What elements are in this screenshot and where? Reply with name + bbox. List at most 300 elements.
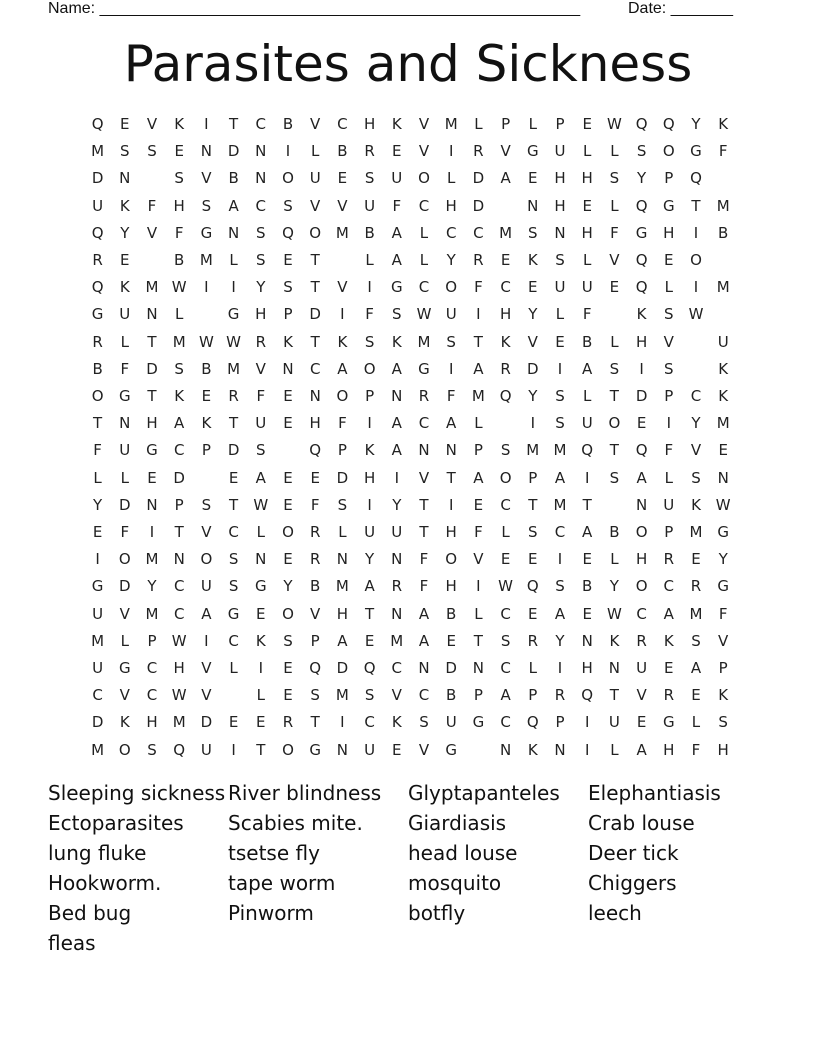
grid-letter[interactable]: I	[204, 631, 209, 650]
grid-letter[interactable]: Q	[282, 223, 294, 242]
grid-letter[interactable]: L	[256, 686, 265, 705]
grid-letter[interactable]: O	[282, 604, 294, 623]
grid-letter[interactable]: T	[310, 278, 320, 297]
grid-letter[interactable]: E	[283, 550, 293, 569]
grid-letter[interactable]: A	[690, 659, 702, 677]
grid-letter[interactable]: S	[120, 142, 130, 161]
grid-letter[interactable]: K	[391, 713, 402, 732]
grid-letter[interactable]: M	[526, 441, 540, 460]
grid-letter[interactable]: I	[204, 278, 209, 297]
grid-letter[interactable]: K	[119, 196, 130, 215]
grid-letter[interactable]: E	[582, 115, 592, 133]
grid-letter[interactable]: I	[285, 142, 291, 161]
grid-letter[interactable]: E	[283, 659, 293, 677]
grid-letter[interactable]: U	[200, 577, 212, 596]
grid-letter[interactable]: Y	[528, 387, 538, 405]
grid-letter[interactable]: I	[557, 359, 563, 378]
grid-letter[interactable]: V	[473, 550, 484, 569]
grid-letter[interactable]: F	[147, 196, 157, 215]
grid-letter[interactable]: N	[554, 223, 566, 242]
grid-letter[interactable]: N	[554, 740, 566, 759]
grid-letter[interactable]: Y	[637, 169, 647, 188]
grid-letter[interactable]: A	[391, 414, 402, 433]
grid-letter[interactable]: K	[500, 332, 511, 351]
grid-letter[interactable]: A	[418, 631, 430, 650]
grid-letter[interactable]: G	[526, 142, 539, 161]
grid-letter[interactable]: N	[635, 495, 648, 514]
grid-letter[interactable]: P	[664, 387, 674, 405]
grid-letter[interactable]: P	[501, 115, 511, 133]
grid-letter[interactable]: L	[175, 305, 184, 324]
grid-letter[interactable]: K	[663, 631, 674, 650]
grid-letter[interactable]: V	[201, 686, 212, 705]
grid-letter[interactable]: K	[119, 713, 130, 732]
grid-letter[interactable]: I	[530, 414, 535, 433]
grid-letter[interactable]: N	[173, 550, 185, 569]
grid-letter[interactable]: L	[338, 523, 347, 541]
grid-letter[interactable]: U	[445, 305, 457, 324]
grid-letter[interactable]: C	[418, 686, 430, 705]
grid-letter[interactable]: G	[227, 604, 240, 623]
grid-letter[interactable]: S	[174, 169, 184, 188]
grid-letter[interactable]: Q	[309, 441, 322, 460]
grid-letter[interactable]: K	[391, 115, 402, 133]
grid-letter[interactable]: M	[417, 332, 431, 351]
grid-letter[interactable]: Q	[91, 223, 104, 242]
grid-letter[interactable]: L	[583, 251, 592, 269]
grid-letter[interactable]: A	[636, 468, 647, 487]
grid-letter[interactable]: A	[582, 359, 593, 378]
grid-letter[interactable]: C	[418, 278, 430, 297]
grid-letter[interactable]: G	[635, 223, 648, 242]
grid-letter[interactable]: C	[364, 713, 375, 732]
grid-letter[interactable]: K	[718, 686, 729, 705]
grid-letter[interactable]: E	[718, 441, 728, 460]
grid-letter[interactable]: W	[606, 115, 622, 133]
grid-letter[interactable]: E	[664, 659, 674, 677]
grid-letter[interactable]: G	[418, 359, 430, 378]
grid-letter[interactable]: G	[227, 305, 240, 324]
grid-letter[interactable]: E	[582, 196, 592, 215]
grid-letter[interactable]: S	[256, 441, 266, 460]
grid-letter[interactable]: K	[174, 115, 185, 133]
grid-letter[interactable]: Q	[309, 659, 322, 677]
grid-letter[interactable]: H	[499, 305, 512, 324]
grid-letter[interactable]: V	[718, 631, 729, 650]
grid-letter[interactable]: T	[473, 631, 483, 650]
grid-letter[interactable]: L	[229, 659, 238, 677]
grid-letter[interactable]: U	[364, 523, 376, 541]
grid-letter[interactable]: I	[340, 713, 345, 732]
grid-letter[interactable]: G	[445, 740, 457, 759]
grid-letter[interactable]: D	[445, 659, 457, 677]
grid-letter[interactable]: F	[120, 523, 130, 541]
grid-letter[interactable]: M	[553, 441, 567, 460]
grid-letter[interactable]: T	[582, 495, 592, 514]
grid-letter[interactable]: M	[716, 278, 730, 297]
grid-letter[interactable]: M	[172, 713, 186, 732]
grid-letter[interactable]: F	[93, 441, 102, 460]
grid-letter[interactable]: T	[147, 332, 157, 351]
grid-letter[interactable]: S	[691, 631, 701, 650]
grid-letter[interactable]: E	[337, 169, 348, 188]
grid-letter[interactable]: C	[690, 387, 702, 405]
grid-letter[interactable]: O	[118, 740, 131, 759]
grid-letter[interactable]: S	[500, 631, 511, 650]
grid-letter[interactable]: W	[171, 278, 187, 297]
grid-letter[interactable]: M	[390, 631, 404, 650]
grid-letter[interactable]: M	[499, 223, 513, 242]
grid-letter[interactable]: F	[474, 523, 483, 541]
grid-letter[interactable]: T	[419, 523, 429, 541]
grid-letter[interactable]: P	[147, 631, 157, 650]
date-field-label[interactable]: Date: _______	[628, 0, 733, 17]
grid-letter[interactable]: O	[662, 142, 675, 161]
grid-letter[interactable]: S	[174, 359, 184, 378]
grid-letter[interactable]: A	[446, 414, 457, 433]
grid-letter[interactable]: B	[201, 359, 212, 378]
grid-letter[interactable]: I	[394, 468, 399, 487]
grid-letter[interactable]: O	[118, 550, 131, 569]
grid-letter[interactable]: S	[256, 223, 266, 242]
grid-letter[interactable]: G	[309, 740, 321, 759]
grid-letter[interactable]: D	[173, 468, 185, 487]
grid-letter[interactable]: R	[663, 550, 674, 569]
grid-letter[interactable]: L	[610, 196, 619, 215]
grid-letter[interactable]: U	[445, 713, 457, 732]
grid-letter[interactable]: H	[146, 713, 158, 732]
grid-letter[interactable]: E	[528, 550, 538, 569]
grid-letter[interactable]: Q	[526, 577, 539, 596]
grid-letter[interactable]: V	[418, 468, 430, 487]
grid-letter[interactable]: V	[201, 169, 212, 188]
grid-letter[interactable]: S	[337, 495, 348, 514]
grid-letter[interactable]: H	[173, 196, 185, 215]
grid-letter[interactable]: A	[473, 468, 484, 487]
grid-letter[interactable]: H	[173, 659, 185, 677]
grid-letter[interactable]: I	[693, 223, 699, 242]
grid-letter[interactable]: G	[91, 305, 104, 324]
grid-letter[interactable]: P	[528, 468, 538, 487]
grid-letter[interactable]: B	[446, 686, 457, 705]
grid-letter[interactable]: E	[283, 686, 293, 705]
grid-letter[interactable]: I	[231, 278, 236, 297]
grid-letter[interactable]: I	[448, 359, 454, 378]
grid-letter[interactable]: L	[365, 251, 374, 269]
grid-letter[interactable]: G	[662, 196, 675, 215]
grid-letter[interactable]: L	[311, 142, 320, 161]
grid-letter[interactable]: H	[336, 604, 349, 623]
grid-letter[interactable]: H	[363, 468, 376, 487]
grid-letter[interactable]: C	[173, 604, 185, 623]
grid-letter[interactable]: S	[528, 523, 538, 541]
grid-letter[interactable]: C	[500, 278, 511, 297]
grid-letter[interactable]: U	[92, 659, 104, 677]
grid-letter[interactable]: N	[119, 414, 131, 433]
grid-letter[interactable]: S	[283, 278, 293, 297]
grid-letter[interactable]: A	[337, 359, 348, 378]
grid-letter[interactable]: I	[584, 468, 590, 487]
grid-letter[interactable]: E	[201, 387, 212, 405]
grid-letter[interactable]: O	[200, 550, 213, 569]
grid-letter[interactable]: A	[337, 631, 348, 650]
grid-letter[interactable]: P	[555, 713, 565, 732]
grid-letter[interactable]: A	[228, 196, 239, 215]
grid-letter[interactable]: N	[418, 659, 430, 677]
grid-letter[interactable]: P	[664, 523, 674, 541]
grid-letter[interactable]: S	[228, 577, 239, 596]
grid-letter[interactable]: Y	[446, 251, 456, 269]
grid-letter[interactable]: H	[717, 740, 729, 759]
grid-letter[interactable]: V	[418, 115, 430, 133]
grid-letter[interactable]: R	[364, 142, 375, 161]
grid-letter[interactable]: V	[690, 441, 702, 460]
grid-letter[interactable]: E	[528, 604, 538, 623]
grid-letter[interactable]: L	[120, 468, 129, 487]
grid-letter[interactable]: D	[91, 713, 104, 732]
grid-letter[interactable]: L	[447, 169, 456, 188]
grid-letter[interactable]: W	[171, 686, 187, 705]
grid-letter[interactable]: T	[147, 387, 157, 405]
grid-letter[interactable]: H	[146, 414, 158, 433]
grid-letter[interactable]: N	[391, 387, 403, 405]
grid-letter[interactable]: T	[229, 414, 239, 433]
grid-letter[interactable]: E	[228, 468, 239, 487]
grid-letter[interactable]: V	[636, 686, 647, 705]
grid-letter[interactable]: G	[390, 278, 403, 297]
grid-letter[interactable]: O	[690, 251, 702, 269]
grid-letter[interactable]: E	[446, 631, 456, 650]
grid-letter[interactable]: S	[201, 495, 212, 514]
grid-letter[interactable]: I	[448, 142, 454, 161]
grid-letter[interactable]: P	[201, 441, 211, 460]
grid-letter[interactable]: I	[95, 550, 100, 569]
grid-letter[interactable]: N	[255, 169, 267, 188]
grid-letter[interactable]: L	[610, 332, 619, 351]
grid-letter[interactable]: D	[472, 196, 485, 215]
grid-letter[interactable]: T	[310, 251, 320, 269]
grid-letter[interactable]: R	[391, 577, 402, 596]
grid-letter[interactable]: S	[228, 550, 239, 569]
grid-letter[interactable]: F	[120, 359, 130, 378]
grid-letter[interactable]: F	[419, 577, 429, 596]
grid-letter[interactable]: G	[662, 713, 675, 732]
grid-letter[interactable]: U	[364, 196, 376, 215]
grid-letter[interactable]: Y	[283, 577, 293, 596]
grid-letter[interactable]: N	[309, 387, 321, 405]
grid-letter[interactable]: G	[91, 577, 104, 596]
grid-letter[interactable]: I	[258, 659, 263, 677]
grid-letter[interactable]: E	[283, 414, 293, 433]
grid-letter[interactable]: M	[553, 495, 567, 514]
grid-letter[interactable]: M	[471, 387, 485, 405]
grid-letter[interactable]: N	[418, 441, 430, 460]
grid-letter[interactable]: A	[364, 577, 375, 596]
grid-letter[interactable]: Y	[555, 631, 565, 650]
grid-letter[interactable]: N	[336, 550, 348, 569]
grid-letter[interactable]: V	[201, 523, 212, 541]
grid-letter[interactable]: Y	[691, 414, 701, 433]
grid-letter[interactable]: F	[392, 196, 402, 215]
grid-letter[interactable]: E	[174, 142, 184, 161]
grid-letter[interactable]: O	[309, 223, 322, 242]
grid-letter[interactable]: G	[472, 713, 485, 732]
grid-letter[interactable]: S	[528, 223, 538, 242]
grid-letter[interactable]: E	[283, 495, 293, 514]
grid-letter[interactable]: T	[365, 604, 375, 623]
grid-letter[interactable]: S	[636, 142, 647, 161]
grid-letter[interactable]: S	[609, 169, 620, 188]
grid-letter[interactable]: E	[283, 468, 293, 487]
grid-letter[interactable]: R	[255, 332, 266, 351]
grid-letter[interactable]: D	[119, 577, 131, 596]
grid-letter[interactable]: S	[664, 305, 674, 324]
grid-letter[interactable]: B	[364, 223, 375, 242]
grid-letter[interactable]: E	[636, 713, 647, 732]
grid-letter[interactable]: R	[636, 631, 647, 650]
grid-letter[interactable]: K	[527, 740, 538, 759]
grid-letter[interactable]: P	[283, 305, 293, 324]
grid-letter[interactable]: C	[418, 414, 430, 433]
grid-letter[interactable]: V	[119, 686, 130, 705]
grid-letter[interactable]: E	[500, 251, 511, 269]
grid-letter[interactable]: D	[336, 659, 349, 677]
grid-letter[interactable]: E	[582, 604, 592, 623]
grid-letter[interactable]: T	[691, 196, 701, 215]
grid-letter[interactable]: H	[363, 115, 376, 133]
grid-letter[interactable]: E	[392, 142, 402, 161]
grid-letter[interactable]: W	[253, 495, 269, 514]
grid-letter[interactable]: B	[174, 251, 185, 269]
grid-letter[interactable]: F	[474, 278, 483, 297]
grid-letter[interactable]: K	[718, 115, 729, 133]
grid-letter[interactable]: U	[364, 740, 376, 759]
grid-letter[interactable]: I	[666, 414, 671, 433]
grid-letter[interactable]: D	[527, 359, 539, 378]
grid-letter[interactable]: G	[254, 577, 267, 596]
grid-letter[interactable]: D	[336, 468, 349, 487]
grid-letter[interactable]: R	[92, 332, 103, 351]
grid-letter[interactable]: T	[256, 740, 266, 759]
grid-letter[interactable]: W	[416, 305, 432, 324]
grid-letter[interactable]: B	[446, 604, 457, 623]
grid-letter[interactable]: S	[609, 359, 620, 378]
grid-letter[interactable]: D	[146, 359, 158, 378]
grid-letter[interactable]: U	[581, 414, 593, 433]
grid-letter[interactable]: H	[554, 169, 566, 188]
grid-letter[interactable]: N	[255, 142, 267, 161]
grid-letter[interactable]: I	[476, 577, 481, 596]
grid-letter[interactable]: F	[310, 495, 320, 514]
grid-letter[interactable]: A	[663, 604, 674, 623]
grid-letter[interactable]: C	[473, 223, 484, 242]
grid-letter[interactable]: S	[446, 332, 456, 351]
grid-letter[interactable]: C	[554, 523, 566, 541]
grid-letter[interactable]: E	[256, 604, 266, 623]
grid-letter[interactable]: Q	[662, 115, 675, 133]
grid-letter[interactable]: N	[527, 196, 539, 215]
grid-letter[interactable]: V	[310, 196, 321, 215]
grid-letter[interactable]: Q	[581, 441, 594, 460]
grid-letter[interactable]: S	[691, 468, 701, 487]
grid-letter[interactable]: L	[93, 468, 102, 487]
grid-letter[interactable]: R	[554, 686, 566, 705]
grid-letter[interactable]: B	[609, 523, 620, 541]
grid-letter[interactable]: T	[419, 495, 429, 514]
grid-letter[interactable]: W	[606, 604, 622, 623]
grid-letter[interactable]: G	[118, 387, 131, 405]
grid-letter[interactable]: C	[500, 495, 511, 514]
grid-letter[interactable]: R	[473, 142, 484, 161]
grid-letter[interactable]: N	[255, 550, 267, 569]
grid-letter[interactable]: Y	[392, 495, 402, 514]
grid-letter[interactable]: L	[229, 251, 238, 269]
grid-letter[interactable]: M	[689, 523, 703, 541]
grid-letter[interactable]: M	[145, 278, 159, 297]
grid-letter[interactable]: P	[555, 115, 565, 133]
grid-letter[interactable]: Y	[609, 577, 619, 596]
grid-letter[interactable]: I	[340, 305, 345, 324]
grid-letter[interactable]: P	[528, 686, 538, 705]
grid-letter[interactable]: N	[146, 495, 158, 514]
grid-letter[interactable]: L	[583, 142, 592, 161]
grid-letter[interactable]: R	[500, 359, 511, 378]
grid-letter[interactable]: F	[174, 223, 184, 242]
grid-letter[interactable]: C	[228, 631, 239, 650]
grid-letter[interactable]: V	[418, 740, 430, 759]
grid-letter[interactable]: A	[473, 359, 484, 378]
grid-letter[interactable]: V	[500, 142, 511, 161]
grid-letter[interactable]: I	[231, 740, 236, 759]
grid-letter[interactable]: P	[473, 441, 483, 460]
grid-letter[interactable]: C	[500, 713, 511, 732]
grid-letter[interactable]: D	[309, 305, 321, 324]
grid-letter[interactable]: K	[527, 251, 538, 269]
grid-letter[interactable]: E	[691, 550, 701, 569]
grid-letter[interactable]: M	[444, 115, 458, 133]
grid-letter[interactable]: R	[527, 631, 538, 650]
grid-letter[interactable]: H	[663, 223, 675, 242]
grid-letter[interactable]: Q	[91, 115, 104, 133]
grid-letter[interactable]: E	[120, 115, 130, 133]
grid-letter[interactable]: V	[337, 196, 348, 215]
grid-letter[interactable]: U	[636, 659, 648, 677]
grid-letter[interactable]: U	[554, 142, 566, 161]
grid-letter[interactable]: Q	[635, 251, 648, 269]
grid-letter[interactable]: B	[282, 115, 294, 133]
grid-letter[interactable]: H	[635, 332, 648, 351]
grid-letter[interactable]: B	[337, 142, 348, 161]
grid-letter[interactable]: A	[636, 740, 647, 759]
grid-letter[interactable]: V	[146, 115, 158, 133]
grid-letter[interactable]: V	[201, 659, 212, 677]
grid-letter[interactable]: I	[367, 414, 372, 433]
grid-letter[interactable]: B	[582, 332, 593, 351]
grid-letter[interactable]: C	[500, 659, 511, 677]
grid-letter[interactable]: K	[609, 631, 620, 650]
grid-letter[interactable]: A	[500, 169, 511, 188]
grid-letter[interactable]: M	[172, 332, 186, 351]
grid-letter[interactable]: E	[283, 387, 293, 405]
grid-letter[interactable]: G	[690, 142, 702, 161]
grid-letter[interactable]: S	[147, 740, 157, 759]
grid-letter[interactable]: P	[365, 387, 375, 405]
grid-letter[interactable]: D	[227, 142, 240, 161]
grid-letter[interactable]: I	[476, 305, 481, 324]
grid-letter[interactable]: K	[718, 359, 729, 378]
grid-letter[interactable]: L	[256, 523, 265, 541]
grid-letter[interactable]: H	[445, 196, 457, 215]
